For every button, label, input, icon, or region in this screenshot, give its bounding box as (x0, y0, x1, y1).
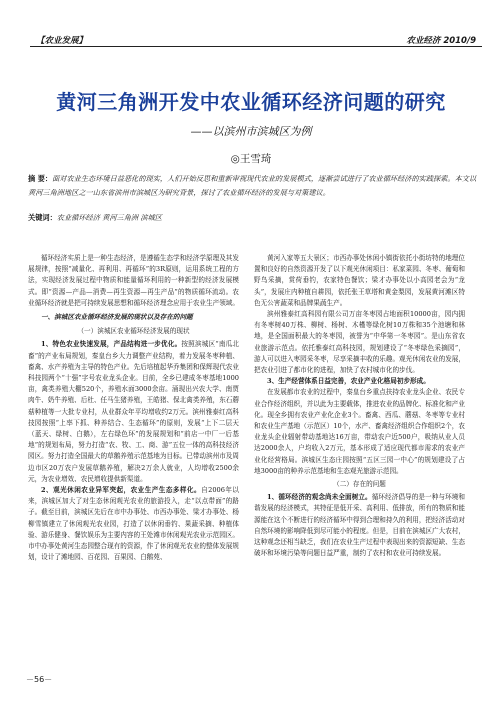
point-1-text: 按照滨城区“南瓜北畜”的产业布局规划，秦皇台乡大力调整产业结构，着力发展冬枣种植、畜禽、水产养殖为主导的特色产业。先后培植起华乔集团和保辉现代农业科技园两个“十强”字号农业龙头企业。目前，全乡已建成冬枣基地1000亩，禽类养殖大棚520个，养殖水面3000余亩。涌现出兴农大学、南贾肉牛、奶牛养殖、后杜、任马生猪养殖，王皓猪、保北禽类养殖，东石蘑菇种植等一大批专业村，从业群众年平均增收约2万元。滨州雅泰红高科技园按照“上率下抓、种养结合、生态循环”的原则，发展“上下二层天（蓝天、绿树、白鹅），左右绿色环”的发展规划和“前店一中厂一后基地”的规划布局，努力打造“农、牧、工、商、游”五位一体的高科技经济园区。努力打造全国最大的草鹅养殖示范基地为目标。已带动滨州市及周边市区20万农户发展草鹅养殖，解决2万余人就业，人均增收2500余元，为农业增效、农民增收提供新渠道。 (28, 340, 240, 483)
abstract (28, 172, 480, 199)
winter-jujube-paragraph: 滨州雅泰红高科园有限公司万亩冬枣园占地面积10000亩，园内拥有冬枣树40万株、柳树、杨树、木槿等绿化树10万株和35个池塘和林地，是全国面积最大的冬枣园，被誉为“中华第一冬枣园”。是山东省农业旅游示范点。依托雅泰红高科技园，规划建设了“冬枣绿色采摘园”，游人可以进入枣园采冬枣，尽享采摘丰收的乐趣。观光休闲农业的发展，把农业引进了都市化的进程，加快了农村城市化的步伐。 (254, 310, 465, 375)
point-3-text: 在发展都市农业的过程中，秦皇台乡重点扶持农业龙头企业、农民专业合作经济组织，并以此为主要载体，推进农业的品牌化、标准化和产业化。现全乡拥有农业产业化企业3个。畜禽、西瓜、蘑菇、冬枣等专业村和农业生产基地（示范区）10个，水产、畜禽经济组织合作组织2个，农业龙头企业辐射带动基地达16万亩，带动农户近500户，吸纳从业人员达2000余人，户均收入2万元，基本形成了适应现代都市需求的农业产业化经营格局。滨城区生态庄园按照“五区三园一中心”的规划建设了占地3000亩的种养示范基地和生态观光旅游示范园。 (254, 388, 465, 475)
article-subtitle: ——以滨州市滨城区为例 (190, 125, 312, 138)
running-header (10, 0, 492, 46)
abstract-label: 摘 要： (28, 174, 53, 183)
keywords-label: 关键词： (28, 213, 57, 222)
section-heading-1: 一、滨城区农业循环经济发展的现状以及存在的问题 (41, 313, 193, 322)
abstract-text: 面对农业生态环境日益恶化的现实，人们开始反思和重新审视现代农业的发展模式，逐渐尝试进行了农业循环经济的实践探索。本文以黄河三角洲地区之一山东省滨州市滨城区为研究背景，探讨了农业循环经济的发展与对策建议。 (28, 174, 477, 197)
subsection-heading-status: （一）滨城区农业循环经济发展的现状 (77, 327, 190, 336)
point-2-heading: 2、观光休闲农业异军突起，农业生产生态多样化。 (41, 486, 202, 495)
keywords-text: 农业循环经济 黄河三角洲 滨城区 (56, 213, 162, 222)
section-label: 【农业发展】 (36, 36, 88, 46)
problem-1-text: 循环经济倡导的是一种与环境和谐发展的经济模式，其特征是低开采、高利用、低排放，所有的物质和能源能在这个不断进行的经济循环中得到合理和持久的利用，把经济活动对自然环境的影响降低到尽可能小的程度。但是，目前在滨城区广大农村，这种观念还相当缺乏，我们在农业生产过程中表现出来的资源短缺、生态破坏和环境污染等问题日益严重，制约了农村和农业可持续发展。 (254, 493, 465, 558)
point-3-heading: 3、生产经营体系日益完善，农业产业化格局初步形成。 (267, 377, 430, 386)
point-1-heading: 1、特色农业快速发展，产品结构进一步优化。 (41, 340, 182, 349)
right-column (254, 253, 465, 559)
journal-issue: 农业经济 2010/9 (406, 36, 476, 46)
problem-1-heading: 1、循环经济的观念尚未全面树立。 (267, 493, 372, 502)
left-column (28, 253, 239, 563)
header-rule (30, 46, 482, 47)
subsection-heading-problems: （二）存在的问题 (333, 480, 386, 489)
intro-paragraph: 循环经济实质上是一种生态经济，是遵循生态学和经济学原理及其发展规律，按照“减量化、再利用、再循环”的3R原则，运用系统工程的方法，实现经济发展过程中物质和能量循环利用的一种新型的经济发展模式。即“资源—产品—消费—再生资源—再生产品”的物质循环流动。农业循环经济就是把可持续发展思想和循环经济理念应用于农业生产领域。 (28, 254, 239, 307)
keywords (28, 213, 480, 223)
continued-paragraph: 黄河入家等五大景区；市西办事处休闲小镇街依托小街坊特的地理位置和良好的自然资源开发了以下观光休闲项目：私家菜园、冬枣、葡萄和野鸟采摘，赏荷垂钓，农家特色餐饮；梁才办事处以小高园老会为“龙头”，发展庄内种植自耕园，依托张王草塔和黄金梨园，发展黄河滩区特色无公害蔬菜和品牌果蔬生产。 (254, 254, 465, 307)
article-title: 黄河三角洲开发中农业循环经济问题的研究 (56, 90, 446, 114)
point-2-text: 自2006年以来，滨城区加大了对生态休闲观光农业的旅游投入，走“以点带面”的路子。截至目前，滨城区先后在市中办事处、市西办事处、梁才办事处、杨柳雪镇建立了休闲观光农业园，打造了以休闲垂钓、果蔬采摘、种植体验、游乐健身、餐饮娱乐为主要内容的王处滩市休闲观光农业示范园区。市中办事处黄河生态园整合现有的资源，作了休闲观光农业的整体发展规划，设计了滩地园、百花园、百果园、白鹅苑、 (28, 486, 239, 562)
page-number: －56－ (26, 675, 53, 684)
author: ◎王雪琦 (230, 153, 272, 165)
